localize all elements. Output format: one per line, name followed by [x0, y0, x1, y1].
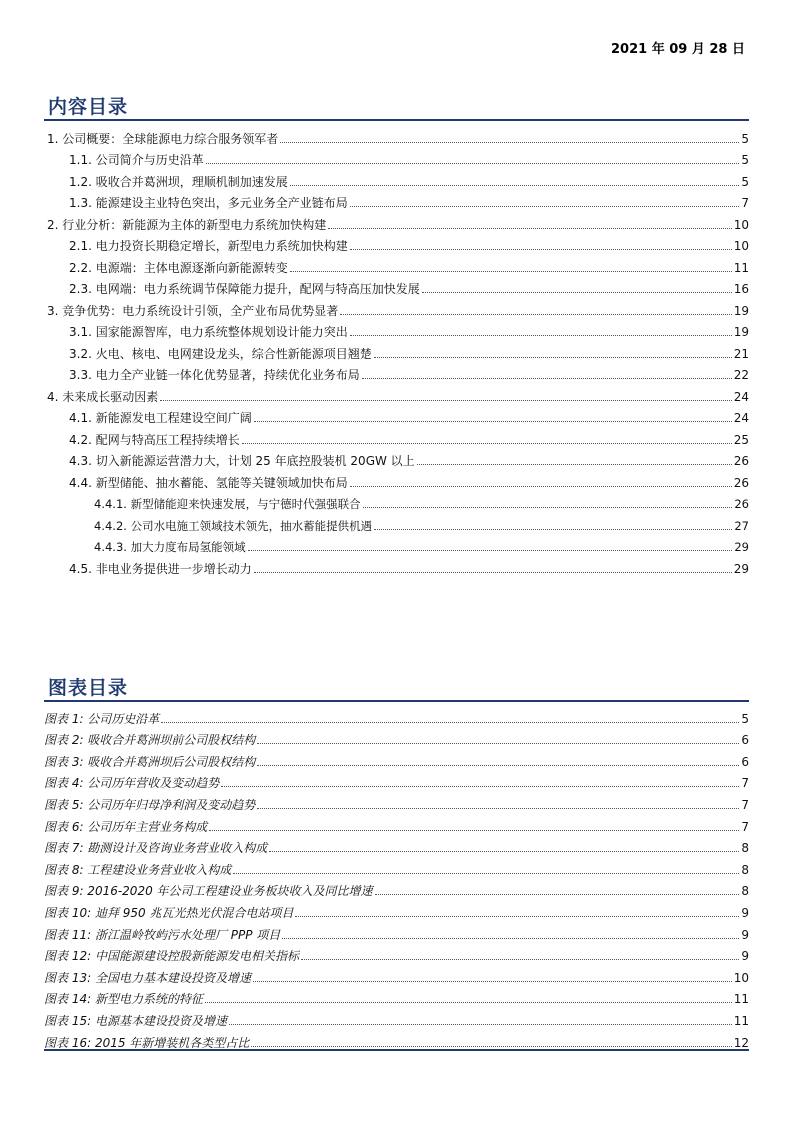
figure-entry[interactable]: [44, 1028, 749, 1050]
figure-entry-label: 图表 13: 全国电力基本建设投资及增速: [44, 970, 251, 985]
figure-entry-label: 图表 3: 吸收合并葛洲坝后公司股权结构: [44, 754, 256, 769]
figure-entry-page: 10: [733, 970, 749, 985]
toc-entry-page: 11: [733, 260, 749, 275]
toc-entry-page: 29: [733, 561, 749, 576]
figure-entry[interactable]: [44, 942, 749, 964]
figure-entry-page: 8: [741, 841, 749, 856]
toc-entry-page: 5: [741, 131, 749, 146]
toc-entry[interactable]: [44, 253, 749, 275]
toc-entry[interactable]: [44, 361, 749, 383]
toc-title: 内容目录: [48, 96, 129, 118]
figure-entry[interactable]: [44, 963, 749, 985]
dot-leader: [374, 529, 732, 530]
dot-leader: [257, 808, 739, 809]
figure-entry-page: 7: [741, 797, 749, 812]
dot-leader: [233, 873, 739, 874]
toc-entry-page: 16: [733, 282, 749, 296]
figure-entry[interactable]: [44, 790, 749, 812]
dot-leader: [161, 722, 739, 723]
toc-entry-page: 10: [733, 239, 749, 253]
dot-leader: [221, 786, 739, 787]
figure-entry-page: 7: [741, 819, 749, 834]
figure-entry-page: 7: [741, 776, 749, 791]
dot-leader: [362, 378, 732, 379]
toc-entry[interactable]: [44, 296, 749, 318]
toc-entry-label: 3.2. 火电、核电、电网建设龙头，综合性新能源项目翘楚: [69, 346, 372, 361]
toc-entry[interactable]: [44, 189, 749, 211]
toc-list: [44, 124, 749, 576]
figure-entry-page: 12: [733, 1035, 749, 1050]
footer-rule: [44, 1049, 749, 1051]
toc-entry-label: 4.3. 切入新能源运营潜力大，计划 25 年底控股装机 20GW 以上: [69, 454, 415, 468]
toc-entry-label: 4.4.3. 加大力度布局氢能领域: [94, 540, 246, 554]
figure-entry-page: 8: [741, 884, 749, 899]
toc-entry-page: 19: [733, 303, 749, 318]
dot-leader: [290, 271, 732, 272]
figure-entry-label: 图表 14: 新型电力系统的特征: [44, 992, 203, 1007]
figure-entry[interactable]: [44, 747, 749, 769]
figure-entry-page: 5: [741, 711, 749, 726]
toc-entry-label: 1.1. 公司简介与历史沿革: [69, 153, 204, 167]
toc-entry-page: 21: [733, 346, 749, 361]
toc-entry-page: 5: [741, 174, 749, 189]
toc-entry[interactable]: [44, 468, 749, 490]
figure-entry[interactable]: [44, 985, 749, 1007]
dot-leader: [301, 959, 739, 960]
dot-leader: [422, 292, 732, 293]
toc-entry-label: 1.2. 吸收合并葛洲坝，理顺机制加速发展: [69, 174, 288, 189]
toc-entry-label: 4. 未来成长驱动因素: [47, 389, 159, 404]
dot-leader: [340, 314, 731, 315]
toc-entry[interactable]: [44, 404, 749, 426]
dot-leader: [229, 1024, 732, 1025]
figure-entry-label: 图表 10: 迪拜 950 兆瓦光热光伏混合电站项目: [44, 905, 294, 920]
figure-entry-page: 9: [741, 927, 749, 942]
toc-entry-page: 24: [733, 411, 749, 425]
toc-entry-page: 7: [741, 196, 749, 210]
figure-entry-label: 图表 15: 电源基本建设投资及增速: [44, 1013, 227, 1028]
dot-leader: [363, 507, 733, 508]
toc-entry[interactable]: [44, 425, 749, 447]
dot-leader: [206, 163, 740, 164]
figure-entry-page: 8: [741, 862, 749, 877]
dot-leader: [269, 851, 739, 852]
figure-entry-label: 图表 4: 公司历年营收及变动趋势: [44, 776, 220, 791]
toc-entry-label: 1.3. 能源建设主业特色突出，多元业务全产业链布局: [69, 196, 348, 210]
dot-leader: [253, 981, 732, 982]
figure-entry-page: 6: [741, 733, 749, 748]
toc-entry[interactable]: [44, 146, 749, 168]
toc-entry-label: 2.1. 电力投资长期稳定增长，新型电力系统加快构建: [69, 239, 348, 253]
toc-entry-label: 4.4.2. 公司水电施工领域技术领先，抽水蓄能提供机遇: [94, 518, 373, 533]
figure-entry-label: 图表 9: 2016-2020 年公司工程建设业务板块收入及同比增速: [44, 884, 373, 899]
dot-leader: [375, 894, 740, 895]
toc-entry-label: 3.3. 电力全产业链一体化优势显著，持续优化业务布局: [69, 368, 360, 382]
figure-entry[interactable]: [44, 812, 749, 834]
dot-leader: [350, 335, 732, 336]
toc-entry-page: 27: [734, 518, 749, 533]
figure-entry-label: 图表 1: 公司历史沿革: [44, 711, 160, 726]
figure-entry[interactable]: [44, 877, 749, 899]
dot-leader: [160, 400, 731, 401]
dot-leader: [350, 206, 740, 207]
figure-entry[interactable]: [44, 855, 749, 877]
dot-leader: [254, 572, 732, 573]
toc-entry-label: 2.2. 电源端：主体电源逐渐向新能源转变: [69, 260, 288, 275]
toc-entry[interactable]: [44, 124, 749, 146]
figure-entry-page: 9: [741, 905, 749, 920]
dot-leader: [290, 185, 740, 186]
figure-entry-label: 图表 5: 公司历年归母净利润及变动趋势: [44, 797, 256, 812]
figure-entry-label: 图表 16: 2015 年新增装机各类型占比: [44, 1035, 250, 1050]
toc-entry[interactable]: [44, 554, 749, 576]
toc-entry-page: 25: [733, 432, 749, 447]
figure-entry[interactable]: [44, 769, 749, 791]
dot-leader: [374, 357, 732, 358]
toc-entry-page: 10: [733, 217, 749, 232]
toc-entry-label: 3. 竞争优势：电力系统设计引领，全产业布局优势显著: [47, 303, 339, 318]
toc-entry[interactable]: [44, 511, 749, 533]
toc-entry-page: 29: [734, 540, 749, 554]
figure-entry-page: 6: [741, 754, 749, 769]
dot-leader: [205, 1002, 732, 1003]
figure-entry-page: 9: [741, 949, 749, 964]
dot-leader: [242, 443, 732, 444]
toc-entry[interactable]: [44, 490, 749, 512]
figures-list: [44, 704, 749, 1050]
figures-title: 图表目录: [48, 677, 129, 699]
dot-leader: [350, 249, 732, 250]
dot-leader: [417, 464, 732, 465]
report-date: 2021 年 09 月 28 日: [611, 42, 745, 57]
toc-entry-page: 26: [734, 497, 749, 511]
dot-leader: [295, 916, 739, 917]
figure-entry[interactable]: [44, 920, 749, 942]
toc-entry[interactable]: [44, 447, 749, 469]
toc-entry[interactable]: [44, 533, 749, 555]
toc-entry-label: 4.5. 非电业务提供进一步增长动力: [69, 561, 252, 576]
dot-leader: [254, 421, 732, 422]
toc-entry-label: 1. 公司概要：全球能源电力综合服务领军者: [47, 131, 279, 146]
toc-entry-page: 19: [733, 325, 749, 339]
toc-entry[interactable]: [44, 232, 749, 254]
toc-entry-page: 24: [733, 389, 749, 404]
dot-leader: [282, 938, 739, 939]
toc-entry[interactable]: [44, 318, 749, 340]
figure-entry-label: 图表 12: 中国能源建设控股新能源发电相关指标: [44, 949, 299, 964]
figure-entry-label: 图表 6: 公司历年主营业务构成: [44, 819, 208, 834]
toc-entry-page: 26: [733, 475, 749, 490]
figure-entry[interactable]: [44, 834, 749, 856]
dot-leader: [350, 486, 732, 487]
dot-leader: [257, 765, 739, 766]
toc-entry[interactable]: [44, 382, 749, 404]
toc-entry[interactable]: [44, 210, 749, 232]
figure-entry-page: 11: [733, 1013, 749, 1028]
toc-entry-page: 5: [741, 153, 749, 167]
figure-entry-label: 图表 2: 吸收合并葛洲坝前公司股权结构: [44, 733, 256, 748]
toc-entry-label: 4.4. 新型储能、抽水蓄能、氢能等关键领域加快布局: [69, 475, 348, 490]
toc-entry-label: 4.4.1. 新型储能迎来快速发展，与宁德时代强强联合: [94, 497, 361, 511]
toc-entry-label: 2. 行业分析：新能源为主体的新型电力系统加快构建: [47, 217, 327, 232]
dot-leader: [209, 830, 739, 831]
dot-leader: [251, 1046, 731, 1047]
figure-entry-page: 11: [733, 992, 749, 1007]
dot-leader: [257, 743, 739, 744]
toc-entry-label: 4.2. 配网与特高压工程持续增长: [69, 432, 240, 447]
figure-entry[interactable]: [44, 1006, 749, 1028]
toc-entry-label: 2.3. 电网端：电力系统调节保障能力提升，配网与特高压加快发展: [69, 282, 420, 296]
figure-entry[interactable]: [44, 726, 749, 748]
figure-entry[interactable]: [44, 898, 749, 920]
figure-entry-label: 图表 8: 工程建设业务营业收入构成: [44, 862, 232, 877]
toc-title-rule: [44, 119, 749, 121]
toc-entry-label: 3.1. 国家能源智库，电力系统整体规划设计能力突出: [69, 325, 348, 339]
toc-entry[interactable]: [44, 275, 749, 297]
toc-entry-page: 26: [733, 454, 749, 468]
figure-entry[interactable]: [44, 704, 749, 726]
dot-leader: [328, 228, 731, 229]
figure-entry-label: 图表 11: 浙江温岭牧屿污水处理厂 PPP 项目: [44, 927, 281, 942]
toc-entry[interactable]: [44, 167, 749, 189]
dot-leader: [280, 142, 739, 143]
figure-entry-label: 图表 7: 勘测设计及咨询业务营业收入构成: [44, 841, 268, 856]
dot-leader: [248, 550, 733, 551]
toc-entry[interactable]: [44, 339, 749, 361]
toc-entry-label: 4.1. 新能源发电工程建设空间广阔: [69, 411, 252, 425]
figures-title-rule: [44, 700, 749, 702]
toc-entry-page: 22: [733, 368, 749, 382]
